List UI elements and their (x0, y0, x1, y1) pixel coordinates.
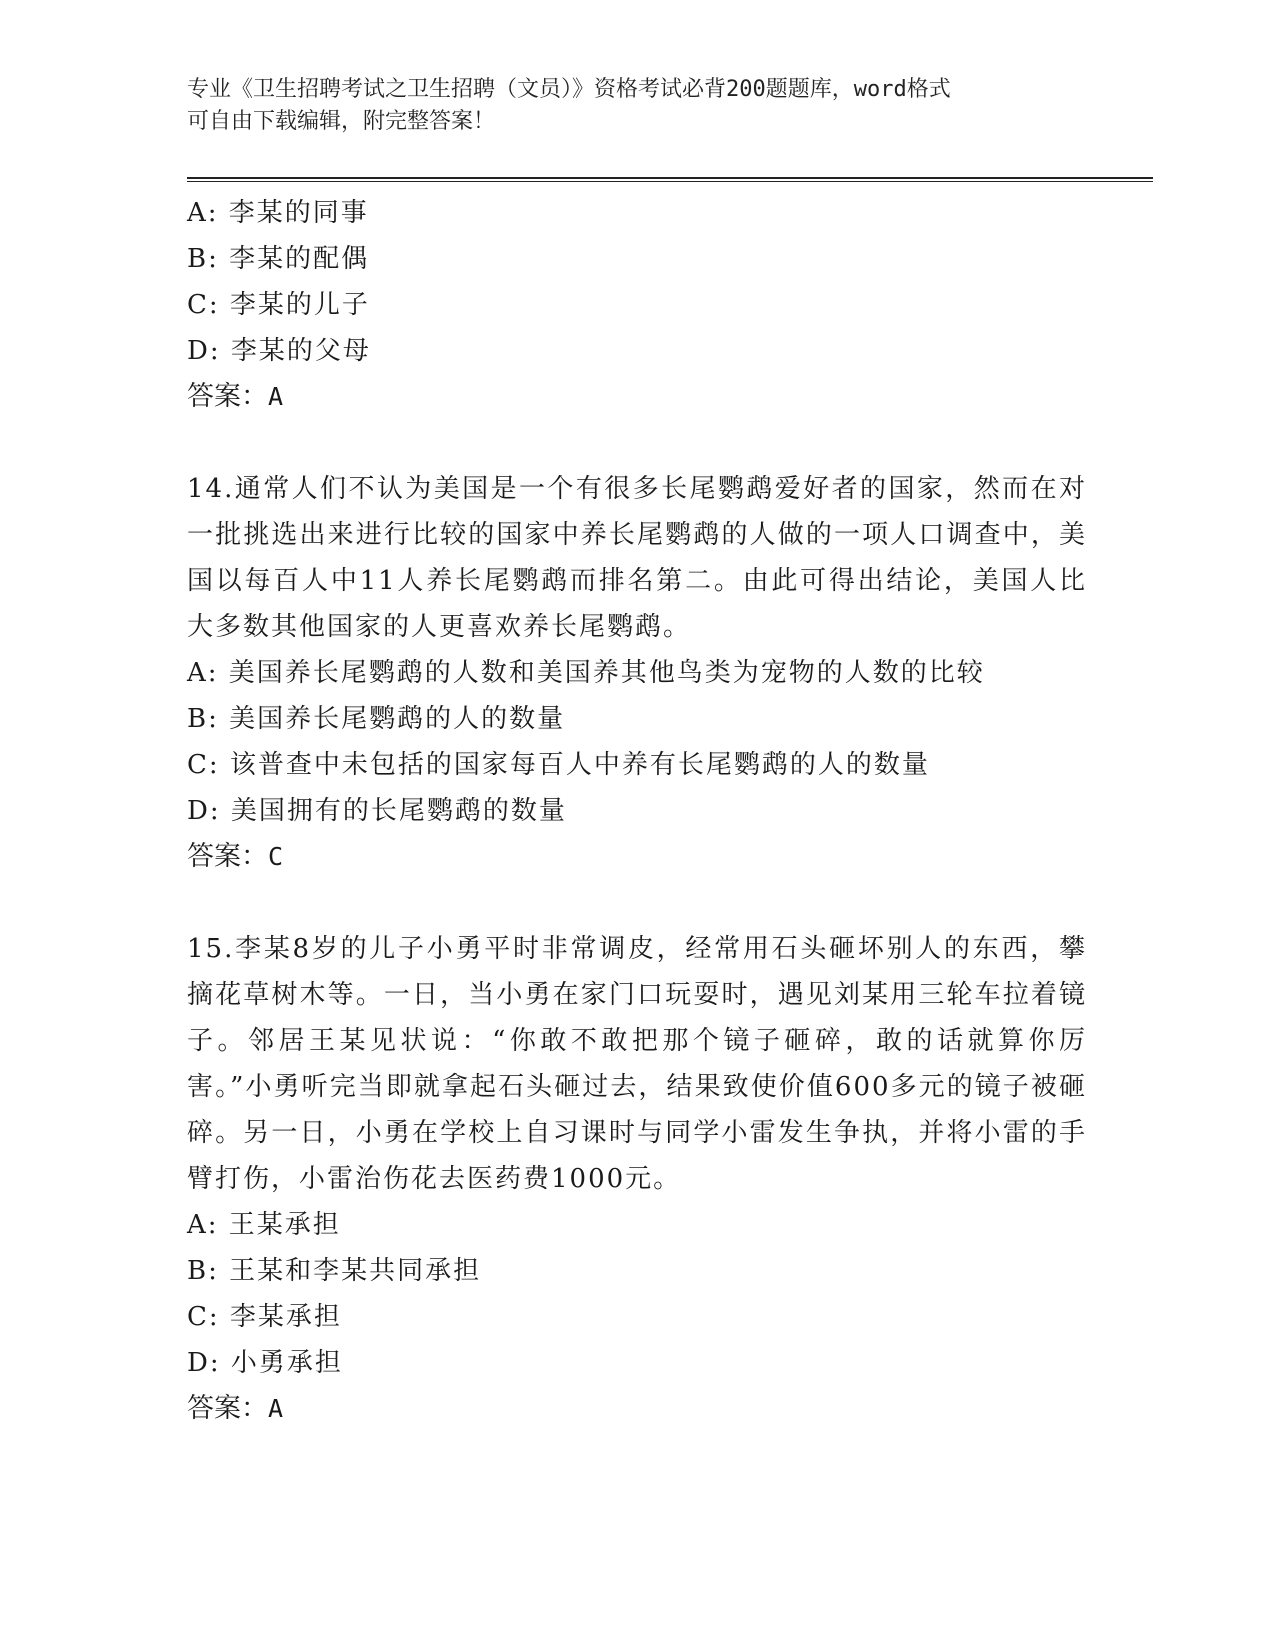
option-b: B: 美国养长尾鹦鹉的人的数量 (187, 704, 566, 734)
option-d: D: 李某的父母 (187, 336, 371, 366)
question-15 (187, 926, 1087, 1432)
option-b: B: 李某的配偶 (187, 244, 370, 274)
option-c: C: 该普查中未包括的国家每百人中养有长尾鹦鹉的人的数量 (187, 750, 930, 780)
page-header (187, 74, 1087, 138)
answer-value: C (268, 842, 284, 871)
option-a: A: 王某承担 (187, 1210, 341, 1240)
answer-line (187, 834, 1087, 880)
question-stem: 15.李某8岁的儿子小勇平时非常调皮，经常用石头砸坏别人的东西，攀摘花草树木等。一日，当小勇在家门口玩耍时，遇见刘某用三轮车拉着镜子。邻居王某见状说：“你敢不敢把那个镜子砸碎，敢的话就算你厉害。”小勇听完当即就拿起石头砸过去，结果致使价值600多元的镜子被砸碎。另一日，小勇在学校上自习课时与同学小雷发生争执，并将小雷的手臂打伤，小雷治伤花去医药费1000元。 (187, 934, 1087, 1194)
header-divider (187, 177, 1153, 179)
option-d: D: 小勇承担 (187, 1348, 343, 1378)
option-d: D: 美国拥有的长尾鹦鹉的数量 (187, 796, 567, 826)
option-c: C: 李某承担 (187, 1302, 342, 1332)
option-c: C: 李某的儿子 (187, 290, 370, 320)
option-a: A: 李某的同事 (187, 198, 369, 228)
question-13 (187, 190, 1087, 420)
answer-value: A (268, 382, 284, 411)
question-list (187, 190, 1087, 1432)
answer-label: 答案： (187, 841, 268, 872)
answer-line (187, 1386, 1087, 1432)
answer-line (187, 374, 1087, 420)
answer-label: 答案： (187, 1393, 268, 1424)
header-title-line-2: 可自由下载编辑，附完整答案！ (187, 109, 496, 134)
question-stem: 14.通常人们不认为美国是一个有很多长尾鹦鹉爱好者的国家，然而在对一批挑选出来进行比较的国家中养长尾鹦鹉的人做的一项人口调查中，美国以每百人中11人养长尾鹦鹉而排名第二。由此可得出结论，美国人比大多数其他国家的人更喜欢养长尾鹦鹉。 (187, 474, 1087, 642)
answer-label: 答案： (187, 381, 268, 412)
answer-value: A (268, 1394, 284, 1423)
option-b: B: 王某和李某共同承担 (187, 1256, 482, 1286)
question-14 (187, 466, 1087, 880)
header-title-line-1: 专业《卫生招聘考试之卫生招聘（文员）》资格考试必背200题题库，word格式 (187, 77, 951, 102)
option-a: A: 美国养长尾鹦鹉的人数和美国养其他鸟类为宠物的人数的比较 (187, 658, 985, 688)
